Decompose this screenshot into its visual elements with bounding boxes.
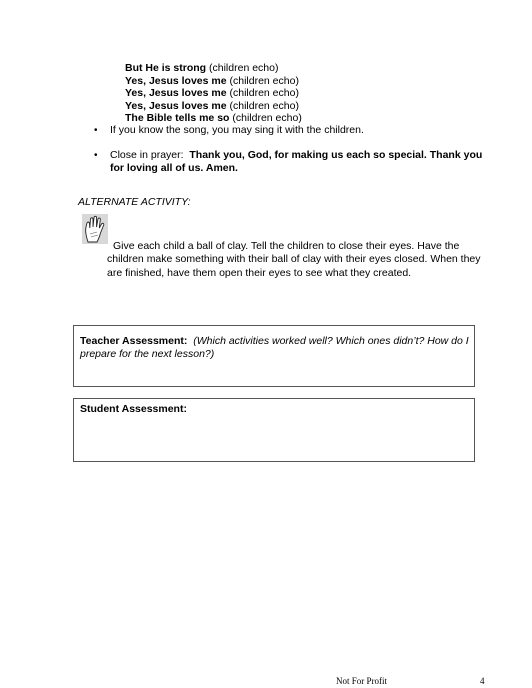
alternate-activity-text: Give each child a ball of clay. Tell the children to close their eyes. Have the children make something with their ball of clay with their eyes closed. When they are finished, have them open their eyes to see what they created. xyxy=(107,240,481,279)
song-line: But He is strong (children echo) xyxy=(125,62,279,74)
song-line: Yes, Jesus loves me (children echo) xyxy=(125,87,299,100)
alternate-activity-heading: ALTERNATE ACTIVITY: xyxy=(78,196,191,208)
document-page: But He is strong (children echo) Yes, Jesus loves me (children echo) Yes, Jesus loves me (children echo) Yes, Jesus loves me (children echo) The Bible tells me so (children echo) • If you know the song, you may sing it with the children. • Close in prayer: Thank you, God, for making us each so special. Thank you for loving all of us. Amen. ALTERNATE ACTIVITY: Give each child a ball of clay. Tell the children to close their eyes. Have the children make something with their ball of clay with their eyes closed. When they are finished, have them open their eyes to see what they created. Teacher Assessment: (Which activities worked well? Which ones didn’t? How do I prepare for the next lesson?) Student Assessment: Not For Profit 4 xyxy=(0,0,532,688)
bullet-dot: • xyxy=(94,125,98,136)
page-number: 4 xyxy=(480,676,485,686)
song-echo-lines xyxy=(125,62,302,125)
bullet-dot: • xyxy=(94,150,98,161)
student-assessment-label: Student Assessment: xyxy=(80,403,187,415)
teacher-assessment-label: Teacher Assessment: xyxy=(80,335,188,347)
footer-label: Not For Profit xyxy=(336,676,388,686)
hand-icon xyxy=(82,214,108,244)
song-line: Yes, Jesus loves me (children echo) xyxy=(125,99,299,112)
song-line: The Bible tells me so (children echo) xyxy=(125,112,302,125)
teacher-assessment-box[interactable]: Teacher Assessment: (Which activities worked well? Which ones didn’t? How do I prepare for the next lesson?) xyxy=(73,325,475,387)
student-assessment-box[interactable] xyxy=(73,398,475,462)
song-line: Yes, Jesus loves me (children echo) xyxy=(125,74,299,87)
teacher-assessment-prompt: (Which activities worked well? Which ones didn’t? How do I xyxy=(193,335,469,347)
